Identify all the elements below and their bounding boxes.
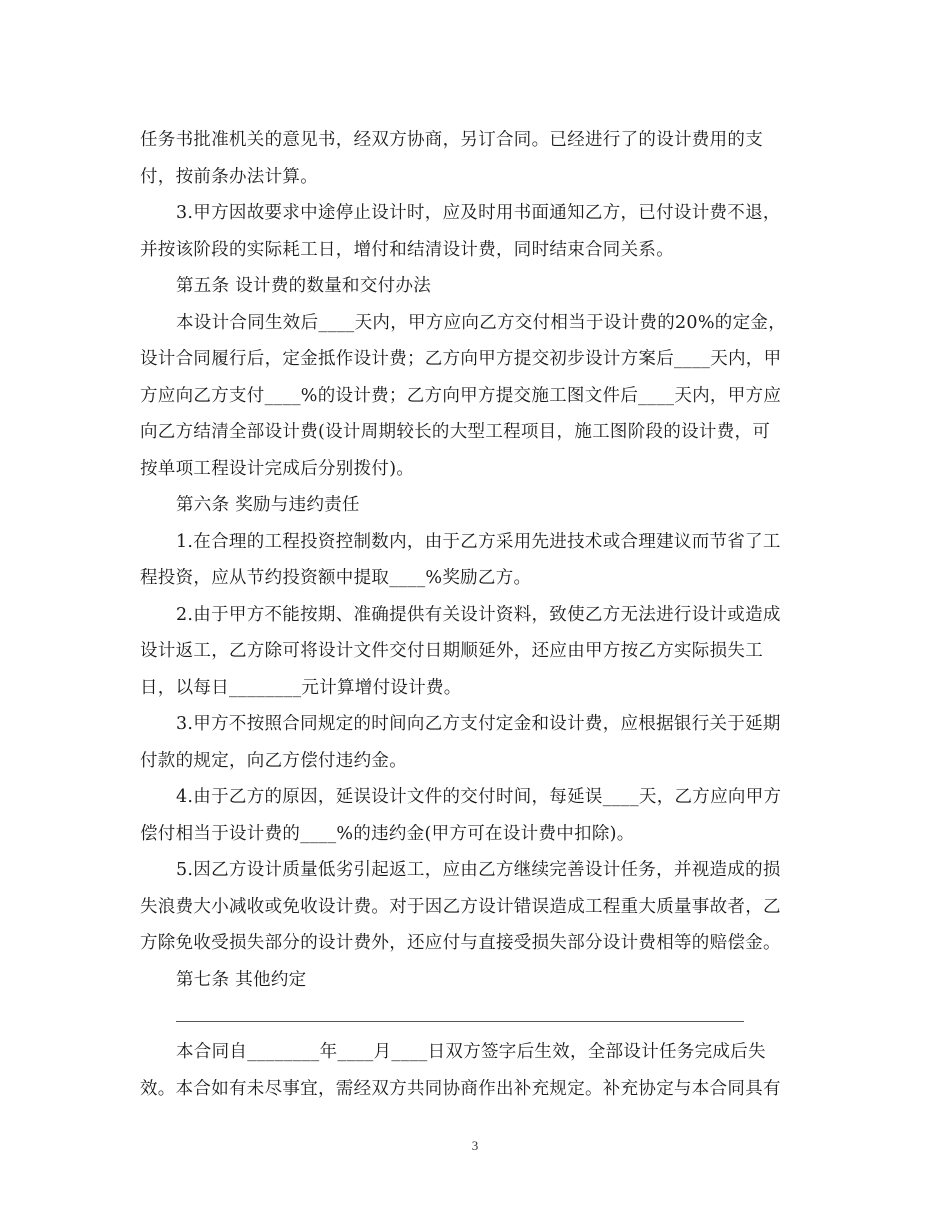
document-body-continued — [140, 1034, 815, 1107]
text-line: 向乙方结清全部设计费(设计周期较长的大型工程项目，施工图阶段的设计费，可 — [140, 422, 771, 442]
text-line: 失浪费大小减收或免收设计费。对于因乙方设计错误造成工程重大质量事故者，乙 — [140, 896, 781, 917]
text-line: 设计合同履行后，定金抵作设计费；乙方向甲方提交初步设计方案后____天内，甲 — [140, 349, 782, 369]
text-line: 5.因乙方设计质量低劣引起返工，应由乙方继续完善设计任务，并视造成的损 — [176, 860, 781, 880]
text-line: 并按该阶段的实际耗工日，增付和结清设计费，同时结束合同关系。 — [140, 239, 674, 260]
text-line: 3.甲方因故要求中途停止设计时，应及时用书面通知乙方，已付设计费不退， — [176, 203, 781, 223]
text-line: 方应向乙方支付____%的设计费；乙方向甲方提交施工图文件后____天内，甲方应 — [140, 385, 782, 406]
text-line: 付，按前条办法计算。 — [140, 166, 318, 187]
text-line: 设计返工，乙方除可将设计文件交付日期顺延外，还应由甲方按乙方实际损失工 — [140, 641, 763, 661]
text-line: 第七条 其他约定 — [176, 969, 307, 990]
text-line: 第五条 设计费的数量和交付办法 — [176, 276, 432, 296]
text-line: 按单项工程设计完成后分别拨付)。 — [140, 458, 415, 479]
text-line: 本设计合同生效后____天内，甲方应向乙方交付相当于设计费的20%的定金， — [176, 312, 786, 333]
page-number: 3 — [471, 1138, 479, 1153]
text-line: 方除免收受损失部分的设计费外，还应付与直接受损失部分设计费相等的赔偿金。 — [140, 933, 781, 953]
blank-fill-line — [176, 1021, 744, 1022]
text-line: 任务书批准机关的意见书，经双方协商，另订合同。已经进行了的设计费用的支 — [140, 130, 763, 150]
text-line: 4.由于乙方的原因，延误设计文件的交付时间，每延误____天，乙方应向甲方 — [176, 787, 782, 807]
text-line: 效。本合如有未尽事宜，需经双方共同协商作出补充规定。补充协定与本合同具有 — [140, 1078, 781, 1099]
document-body — [140, 122, 815, 998]
text-line: 3.甲方不按照合同规定的时间向乙方支付定金和设计费，应根据银行关于延期 — [176, 714, 781, 734]
text-line: 程投资，应从节约投资额中提取____%奖励乙方。 — [140, 568, 532, 588]
text-line: 本合同自________年____月____日双方签字后生效，全部设计任务完成后失 — [176, 1042, 766, 1062]
text-line: 1.在合理的工程投资控制数内，由于乙方采用先进技术或合理建议而节省了工 — [176, 531, 781, 552]
text-line: 第六条 奖励与违约责任 — [176, 495, 360, 515]
text-line: 日，以每日________元计算增付设计费。 — [140, 677, 462, 698]
text-line: 2.由于甲方不能按期、准确提供有关设计资料，致使乙方无法进行设计或造成 — [176, 604, 781, 625]
text-line: 付款的规定，向乙方偿付违约金。 — [140, 750, 407, 771]
text-line: 偿付相当于设计费的____%的违约金(甲方可在设计费中扣除)。 — [140, 823, 635, 844]
